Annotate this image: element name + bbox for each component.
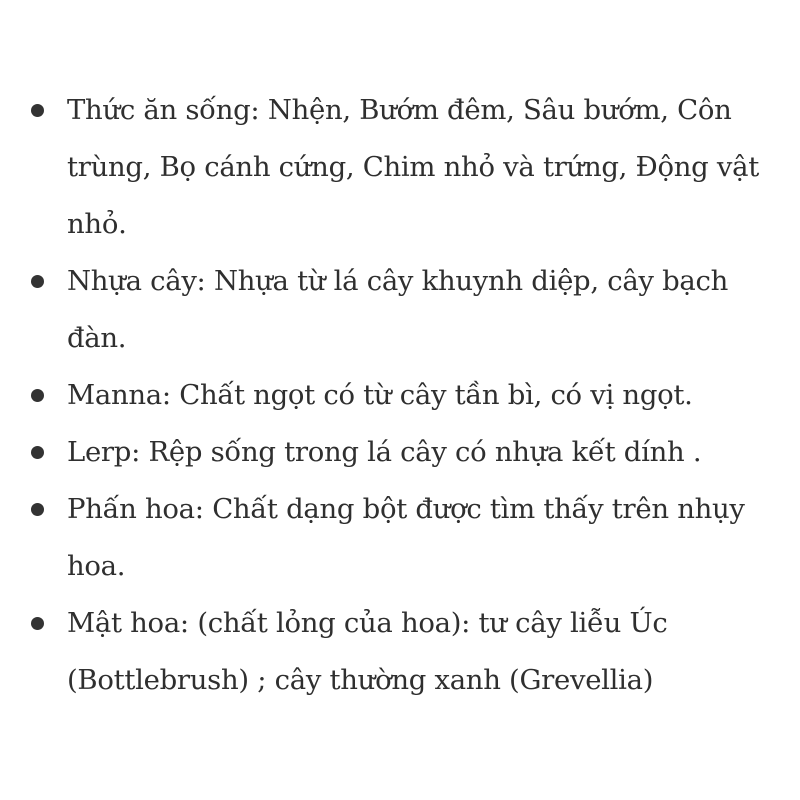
bullet-icon	[31, 275, 44, 288]
bullet-icon	[31, 389, 44, 402]
list-item-text: Lerp: Rệp sống trong lá cây có nhựa kết dính .	[67, 436, 702, 468]
bullet-icon	[31, 446, 44, 459]
list-item	[67, 253, 787, 367]
list-item-text: Nhựa cây: Nhựa từ lá cây khuynh diệp, cây bạch đàn.	[67, 265, 729, 354]
list-item	[67, 595, 787, 709]
list-item-text: Thức ăn sống: Nhện, Bướm đêm, Sâu bướm, Côn trùng, Bọ cánh cứng, Chim nhỏ và trứng, Động vật nhỏ.	[67, 94, 759, 240]
bullet-icon	[31, 617, 44, 630]
list-item-text: Manna: Chất ngọt có từ cây tần bì, có vị ngọt.	[67, 379, 693, 411]
list-item	[67, 424, 787, 481]
food-bullet-list	[67, 82, 787, 709]
list-item	[67, 481, 787, 595]
list-item	[67, 367, 787, 424]
bullet-icon	[31, 503, 44, 516]
list-item-text: Mật hoa: (chất lỏng của hoa): tư cây liễu Úc (Bottlebrush) ; cây thường xanh (Grevellia)	[67, 607, 668, 696]
list-item	[67, 82, 787, 253]
bullet-icon	[31, 104, 44, 117]
list-item-text: Phấn hoa: Chất dạng bột được tìm thấy trên nhụy hoa.	[67, 493, 745, 582]
